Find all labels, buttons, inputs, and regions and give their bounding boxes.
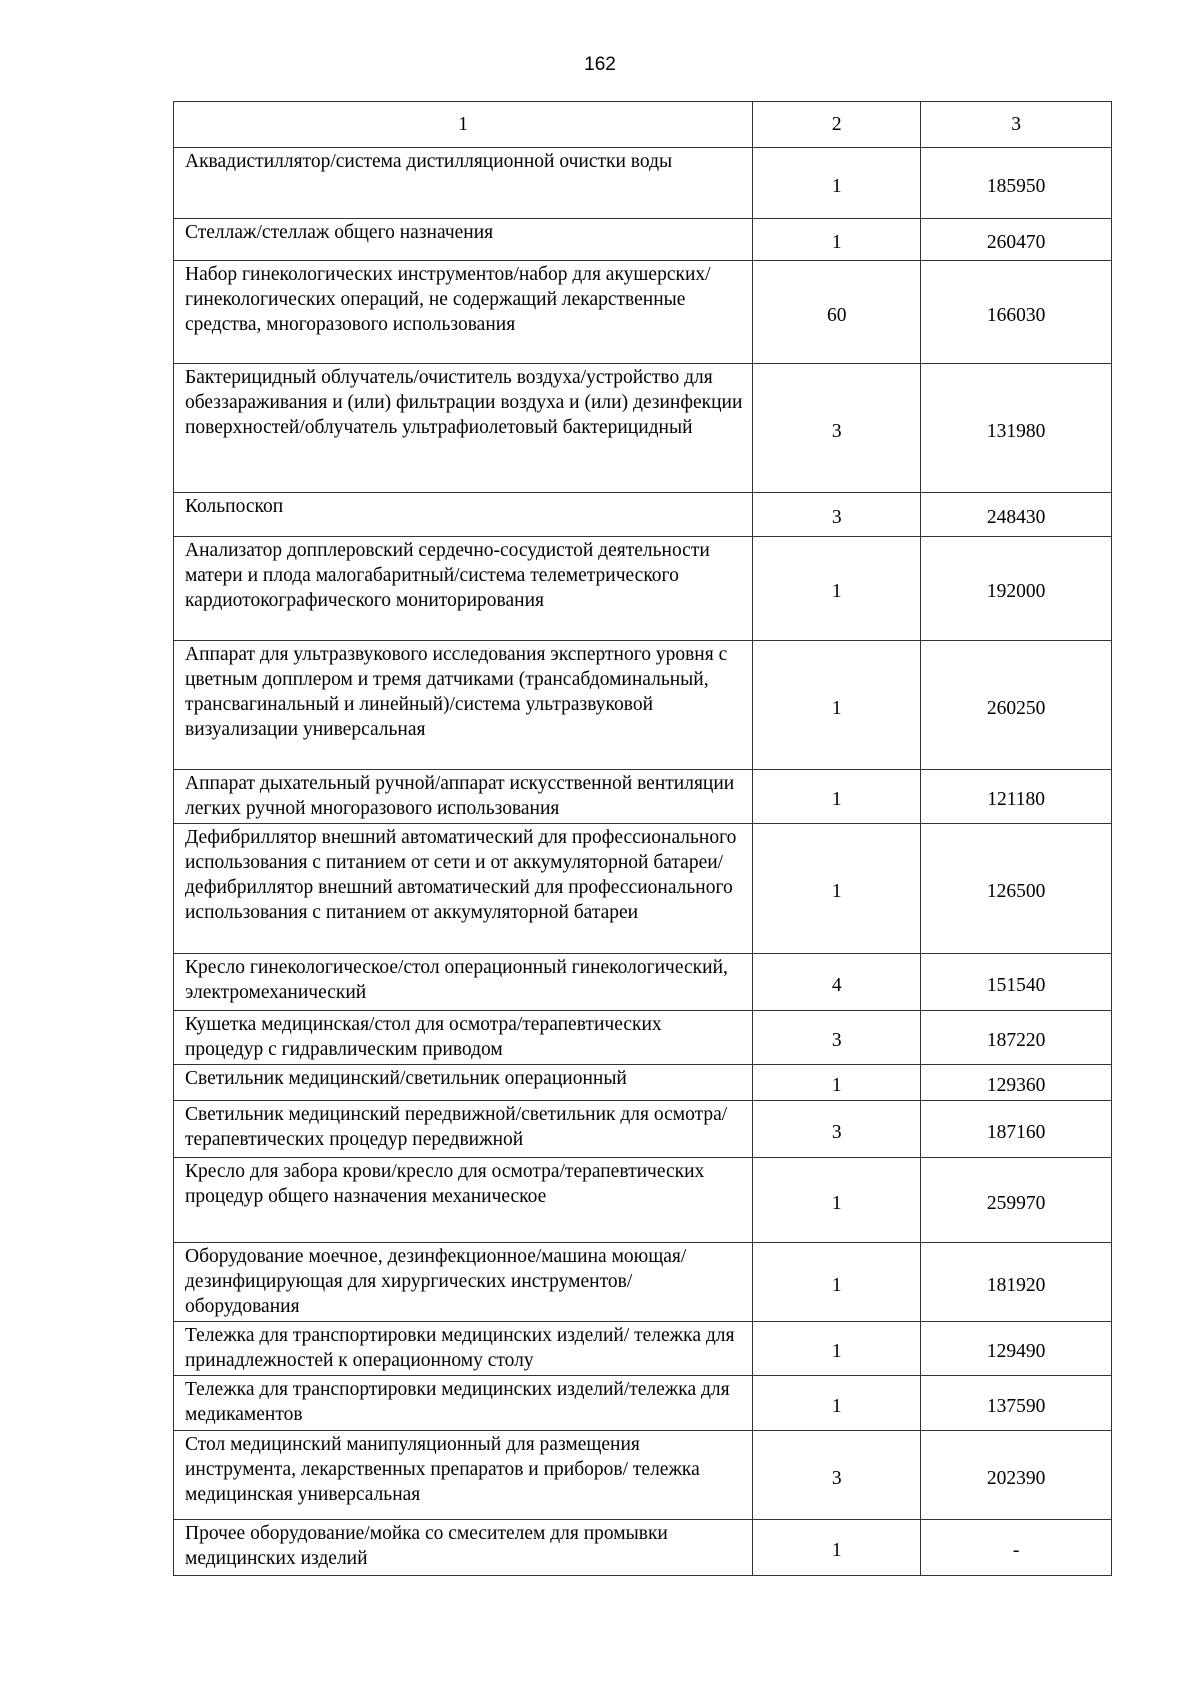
price-value: 137590: [986, 1395, 1046, 1417]
price-cell: [921, 1011, 1112, 1065]
equipment-name-cell: Дефибриллятор внешний автоматический для профессионального использования с питанием от сети и от аккумуляторной батареи/дефибриллятор внешний автоматический для профессионального использования с питанием от аккумуляторной батареи: [174, 824, 753, 954]
price-value: 121180: [987, 789, 1046, 810]
equipment-name-cell: Аквадистиллятор/система дистилляционной очистки воды: [174, 148, 753, 219]
price-cell: [921, 1065, 1112, 1101]
quantity-cell: [753, 770, 921, 824]
price-value: 151540: [986, 974, 1046, 996]
price-value: 192000: [986, 581, 1046, 602]
price-cell: [921, 219, 1112, 261]
table-row: [174, 1322, 1112, 1376]
quantity-cell: [753, 1011, 921, 1065]
quantity-value: 1: [831, 232, 842, 253]
quantity-value: 1: [831, 1540, 842, 1561]
price-value: 129490: [986, 1341, 1046, 1362]
equipment-name-cell: Светильник медицинский/светильник операционный: [174, 1065, 753, 1101]
quantity-value: 1: [831, 1075, 842, 1096]
equipment-name-cell: Стеллаж/стеллаж общего назначения: [174, 219, 753, 261]
page-number: 162: [584, 54, 616, 75]
quantity-cell: [753, 1376, 921, 1431]
price-cell: [921, 364, 1112, 493]
table-row: [174, 1158, 1112, 1243]
price-value: 187160: [986, 1121, 1046, 1143]
price-value: 181920: [986, 1274, 1046, 1296]
price-cell: [921, 493, 1112, 537]
quantity-value: 1: [831, 1341, 842, 1362]
table-row: [174, 1011, 1112, 1065]
equipment-name-cell: Аппарат для ультразвукового исследования экспертного уровня с цветным допплером и тремя датчиками (трансабдоминальный, трансвагинальный и линейный)/система ультразвуковой визуализации универсальная: [174, 641, 753, 770]
price-cell: [921, 1101, 1112, 1158]
quantity-cell: [753, 364, 921, 493]
price-cell: [921, 1322, 1112, 1376]
table-row: [174, 364, 1112, 493]
equipment-name-cell: Кольпоскоп: [174, 493, 753, 537]
quantity-value: 60: [827, 304, 847, 326]
quantity-value: 3: [831, 1121, 842, 1143]
price-value: 248430: [986, 507, 1046, 528]
quantity-cell: [753, 954, 921, 1011]
table-row: [174, 1431, 1112, 1520]
quantity-cell: [753, 1243, 921, 1322]
quantity-cell: [753, 148, 921, 219]
table-row: [174, 770, 1112, 824]
equipment-name-cell: Бактерицидный облучатель/очиститель воздуха/устройство для обеззараживания и (или) фильтрации воздуха и (или) дезинфекции поверхностей/облучатель ультрафиолетовый бактерицидный: [174, 364, 753, 493]
equipment-name-cell: Аппарат дыхательный ручной/аппарат искусственной вентиляции легких ручной многоразового использования: [174, 770, 753, 824]
equipment-name-cell: Кресло гинекологическое/стол операционный гинекологический, электромеханический: [174, 954, 753, 1011]
equipment-name-cell: Анализатор допплеровский сердечно-сосудистой деятельности матери и плода малогабаритный/система телеметрического кардиотокографического мониторирования: [174, 537, 753, 641]
quantity-cell: [753, 641, 921, 770]
table-row: [174, 1376, 1112, 1431]
price-value: -: [1012, 1540, 1020, 1561]
quantity-value: 1: [831, 1274, 842, 1296]
price-value: 187220: [986, 1030, 1046, 1051]
table-row: [174, 537, 1112, 641]
price-value: 131980: [986, 420, 1046, 442]
price-value: 260470: [986, 232, 1046, 253]
table-row: [174, 493, 1112, 537]
table-row: [174, 1101, 1112, 1158]
table-row: [174, 1520, 1112, 1576]
table-row: [174, 1065, 1112, 1101]
table-row: [174, 954, 1112, 1011]
price-value: 260250: [986, 697, 1046, 719]
table-header-row: [174, 102, 1112, 148]
quantity-value: 1: [831, 581, 842, 602]
price-cell: [921, 824, 1112, 954]
equipment-name-cell: Кушетка медицинская/стол для осмотра/терапевтических процедур с гидравлическим приводом: [174, 1011, 753, 1065]
price-cell: [921, 1243, 1112, 1322]
price-cell: [921, 1376, 1112, 1431]
equipment-name-cell: Прочее оборудование/мойка со смесителем для промывки медицинских изделий: [174, 1520, 753, 1576]
quantity-value: 3: [831, 420, 842, 442]
quantity-value: 1: [831, 175, 842, 197]
price-cell: [921, 1431, 1112, 1520]
equipment-name-cell: Набор гинекологических инструментов/набор для акушерских/гинекологических операций, не содержащий лекарственные средства, многоразового использования: [174, 261, 753, 364]
quantity-cell: [753, 537, 921, 641]
table-row: [174, 148, 1112, 219]
table-row: [174, 641, 1112, 770]
equipment-name-cell: Тележка для транспортировки медицинских изделий/ тележка для принадлежностей к операционному столу: [174, 1322, 753, 1376]
price-cell: [921, 770, 1112, 824]
equipment-name-cell: Оборудование моечное, дезинфекционное/машина моющая/дезинфицирующая для хирургических инструментов/оборудования: [174, 1243, 753, 1322]
quantity-value: 1: [831, 697, 842, 719]
quantity-value: 1: [831, 1395, 842, 1417]
table-row: [174, 261, 1112, 364]
quantity-value: 3: [831, 1467, 842, 1489]
price-cell: [921, 641, 1112, 770]
table-row: [174, 824, 1112, 954]
quantity-value: 4: [831, 974, 842, 996]
equipment-name-cell: Кресло для забора крови/кресло для осмотра/терапевтических процедур общего назначения механическое: [174, 1158, 753, 1243]
equipment-name-cell: Светильник медицинский передвижной/светильник для осмотра/терапевтических процедур передвижной: [174, 1101, 753, 1158]
price-value: 259970: [986, 1192, 1046, 1214]
quantity-cell: [753, 1520, 921, 1576]
quantity-value: 1: [831, 789, 842, 810]
price-value: 129360: [986, 1075, 1046, 1096]
quantity-cell: [753, 493, 921, 537]
column-header-3: 3: [921, 102, 1112, 148]
price-cell: [921, 1158, 1112, 1243]
equipment-table: [173, 101, 1112, 1576]
price-value: 202390: [986, 1467, 1046, 1489]
quantity-value: 3: [831, 1030, 842, 1051]
price-value: 166030: [986, 304, 1046, 326]
price-cell: [921, 1520, 1112, 1576]
price-cell: [921, 537, 1112, 641]
quantity-cell: [753, 1101, 921, 1158]
price-cell: [921, 261, 1112, 364]
quantity-value: 3: [831, 507, 842, 528]
quantity-cell: [753, 824, 921, 954]
column-header-1: 1: [174, 102, 753, 148]
price-cell: [921, 954, 1112, 1011]
table-row: [174, 219, 1112, 261]
equipment-name-cell: Стол медицинский манипуляционный для размещения инструмента, лекарственных препаратов и приборов/ тележка медицинская универсальная: [174, 1431, 753, 1520]
price-value: 126500: [986, 881, 1046, 902]
column-header-2: 2: [753, 102, 921, 148]
quantity-cell: [753, 261, 921, 364]
quantity-cell: [753, 219, 921, 261]
quantity-cell: [753, 1065, 921, 1101]
quantity-cell: [753, 1431, 921, 1520]
equipment-name-cell: Тележка для транспортировки медицинских изделий/тележка для медикаментов: [174, 1376, 753, 1431]
quantity-cell: [753, 1158, 921, 1243]
quantity-value: 1: [831, 881, 842, 902]
quantity-value: 1: [831, 1192, 842, 1214]
table-row: [174, 1243, 1112, 1322]
quantity-cell: [753, 1322, 921, 1376]
price-cell: [921, 148, 1112, 219]
price-value: 185950: [986, 175, 1046, 197]
